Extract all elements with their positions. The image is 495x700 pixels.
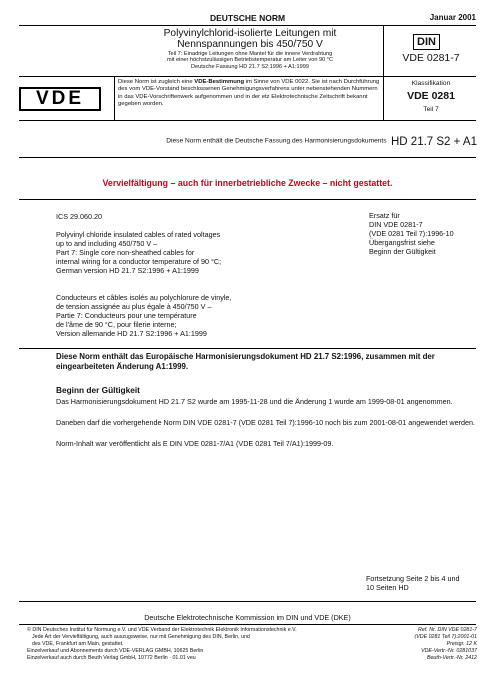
- european-document-statement: Diese Norm enthält das Europäische Harmonisierungsdokument HD 21.7 S2:1996, zusammen mit der eingearbeiteten Änderung A1:1999.: [56, 352, 435, 371]
- harmonization-rule: [19, 157, 476, 158]
- french-title: [56, 293, 346, 338]
- classification-part: Teil 7: [423, 106, 439, 113]
- vde-divider-right: [383, 77, 384, 120]
- validity-paragraph-3: Norm-Inhalt war veröffentlicht als E DIN VDE 0281-7/A1 (VDE 0281 Teil 7/A1):1999-09.: [56, 439, 334, 448]
- harmonization-doc: HD 21.7 S2 + A1: [391, 135, 477, 148]
- title-line-1: Polyvinylchlorid-isolierte Leitungen mit: [163, 28, 337, 39]
- standard-type: DEUTSCHE NORM: [209, 13, 286, 23]
- vde-statement-prefix: Diese Norm ist zugleich eine: [118, 79, 195, 85]
- classification-label: Klassifikation: [411, 80, 451, 87]
- document-subtitle: [100, 51, 400, 70]
- subtitle-line-2: mit einer höchstzulässigen Betriebstemperatur am Leiter von 90 °C: [166, 57, 334, 64]
- replacement-line: Beginn der Gültigkeit: [369, 247, 436, 256]
- replacement-line: (VDE 0281 Teil 7):1996-10: [369, 229, 454, 238]
- replacement-notice: [369, 211, 479, 256]
- replacement-line: DIN VDE 0281-7: [369, 220, 423, 229]
- english-title-line: up to and including 450/750 V –: [56, 239, 158, 248]
- copy-warning: Vervielfältigung – auch für innerbetriebliche Zwecke – nicht gestattet.: [102, 178, 393, 188]
- header-rule: [19, 25, 476, 26]
- replacement-line: Ersatz für: [369, 211, 400, 220]
- footer-left-line: © DIN Deutsches Institut für Normung e.V. und VDE Verband der Elektrotechnik Elektronik Informationstechnik e.V.: [27, 627, 297, 633]
- warning-rule: [19, 199, 476, 200]
- vde-divider-left: [114, 77, 115, 120]
- footer-right-line: (VDE 0281 Teil 7):2001-01: [414, 633, 477, 640]
- document-title: [100, 28, 400, 50]
- ics-code: ICS 29.060.20: [56, 212, 102, 221]
- vde-statement-bold: VDE-Bestimmung: [194, 79, 245, 85]
- continuation-note: [366, 574, 481, 592]
- french-title-line: de l'âme de 90 °C, pour filerie interne;: [56, 320, 177, 329]
- vde-statement: [118, 79, 380, 109]
- footer-reference: [366, 627, 477, 662]
- continuation-line: 10 Seiten HD: [366, 583, 409, 592]
- footer-right-line: Beuth-Vertr.-Nr. 2412: [426, 654, 477, 661]
- din-logo: DIN: [413, 34, 440, 50]
- english-title: [56, 230, 346, 275]
- validity-paragraph-1: Das Harmonisierungsdokument HD 21.7 S2 wurde am 1995-11-28 und die Änderung 1 wurde am 1999-08-01 angenommen.: [56, 397, 453, 406]
- replacement-line: Übergangsfrist siehe: [369, 238, 435, 247]
- footer-left-line: Jede Art der Vervielfältigung, auch auszugsweise, nur mit Genehmigung des DIN, Berlin, und: [32, 633, 250, 640]
- english-title-line: Polyvinyl chloride insulated cables of rated voltages: [56, 230, 221, 239]
- issue-date: Januar 2001: [429, 13, 476, 22]
- french-title-line: Version allemande HD 21.7 S2:1996 + A1:1999: [56, 329, 207, 338]
- footer-right-line: VDE-Vertr.-Nr. 0281037: [421, 647, 477, 654]
- harmonization-line: [19, 133, 477, 151]
- footer-copyright: [27, 627, 367, 662]
- footer-left-line: des VDE, Frankfurt am Main, gestattet.: [32, 640, 124, 647]
- english-title-line: Part 7: Single core non-sheathed cables for: [56, 248, 195, 257]
- validity-paragraph-2: Daneben darf die vorhergehende Norm DIN VDE 0281-7 (VDE 0281 Teil 7):1996-10 noch bis zum 2001-08-01 angewendet werden.: [56, 418, 475, 427]
- footer-left-line: Einzelverkauf und Abonnements durch VDE-VERLAG GMBH, 10625 Berlin: [27, 647, 204, 654]
- english-title-line: German version HD 21.7 S2:1996 + A1:1999: [56, 266, 199, 275]
- norm-number: VDE 0281-7: [402, 52, 460, 64]
- vde-rule: [19, 120, 476, 121]
- title-divider: [383, 26, 384, 76]
- continuation-line: Fortsetzung Seite 2 bis 4 und: [366, 574, 460, 583]
- english-title-line: internal wiring for a conductor temperature of 90 °C;: [56, 257, 222, 266]
- validity-heading: Beginn der Gültigkeit: [56, 385, 140, 395]
- subtitle-line-3: Deutsche Fassung HD 21.7 S2:1996 + A1:1999: [190, 63, 309, 70]
- vde-statement-rest: im Sinne von VDE 0022. Sie ist nach Durchführung des vom VDE-Vorstand beschlossenen Genehmigungsverfahrens unter nebenstehenden Nummern in das VDE-Vorschriftenwerk aufgenommen und in der etz Elektrotechnische Zeitschrift bekannt gegeben worden.: [118, 79, 380, 108]
- title-line-2: Nennspannungen bis 450/750 V: [177, 39, 323, 50]
- french-title-line: Partie 7: Conducteurs pour une température: [56, 311, 197, 320]
- footer-left-line: Einzelverkauf auch durch Beuth Verlag GmbH, 10772 Berlin · 01.01 veu: [27, 654, 196, 661]
- french-title-line: de tension assignée au plus égale à 450/750 V –: [56, 302, 212, 311]
- vde-logo: VDE: [19, 87, 101, 111]
- titles-rule: [19, 348, 476, 349]
- harmonization-text: Diese Norm enthält die Deutsche Fassung des Harmonisierungsdokuments: [166, 137, 387, 145]
- title-rule: [19, 76, 476, 77]
- footer-right-line: Preisgr. 12 K: [446, 640, 477, 647]
- commission-rule: [19, 624, 476, 625]
- footer-right-line: Ref. Nr. DIN VDE 0281-7: [418, 627, 477, 633]
- commission: Deutsche Elektrotechnische Kommission im DIN und VDE (DKE): [144, 613, 351, 622]
- classification-number: VDE 0281: [407, 90, 455, 102]
- french-title-line: Conducteurs et câbles isolés au polychlorure de vinyle,: [56, 293, 232, 302]
- subtitle-line-1: Teil 7: Einadrige Leitungen ohne Mantel für die innere Verdrahtung: [167, 51, 333, 57]
- continuation-rule: [19, 601, 476, 602]
